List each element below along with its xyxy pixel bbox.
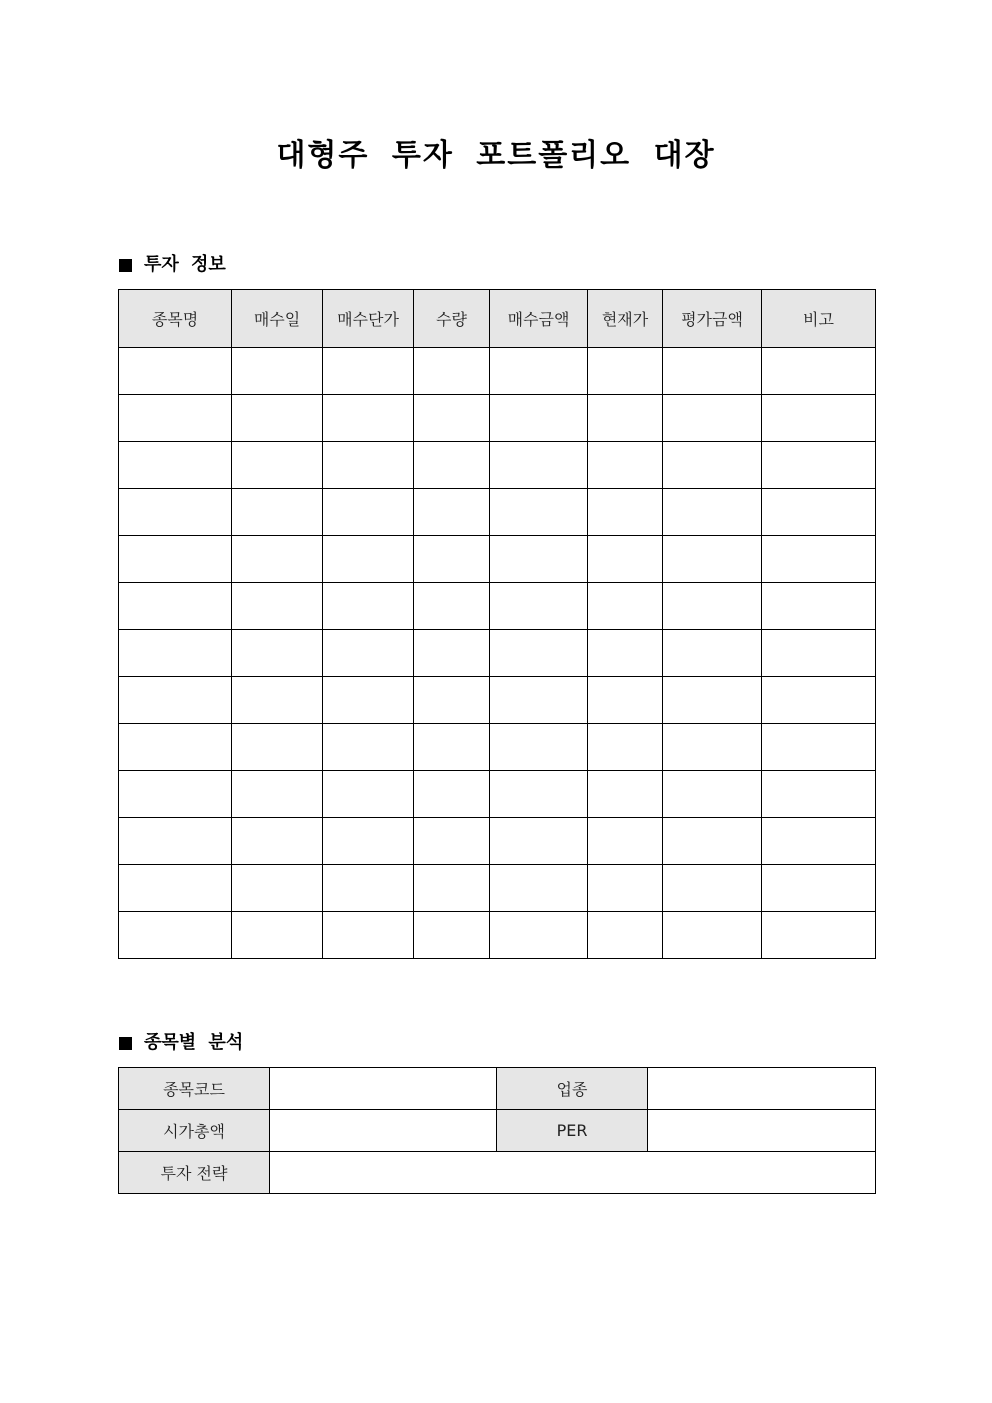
table-row <box>119 442 876 489</box>
cell-remarks[interactable] <box>762 348 876 395</box>
cell-purchase-price[interactable] <box>323 583 414 630</box>
cell-remarks[interactable] <box>762 865 876 912</box>
stock-analysis-table <box>118 1067 876 1194</box>
cell-purchase-price[interactable] <box>323 912 414 959</box>
industry-field[interactable] <box>648 1068 876 1110</box>
cell-remarks[interactable] <box>762 583 876 630</box>
table-row <box>119 771 876 818</box>
cell-quantity[interactable] <box>414 348 490 395</box>
column-header-stock-name: 종목명 <box>119 290 232 348</box>
table-row <box>119 677 876 724</box>
cell-purchase-amount[interactable] <box>490 630 588 677</box>
cell-purchase-date[interactable] <box>232 630 323 677</box>
cell-current-price[interactable] <box>588 865 663 912</box>
investment-info-table <box>118 289 876 959</box>
section-heading-label: 종목별 분석 <box>144 1032 244 1053</box>
cell-quantity[interactable] <box>414 395 490 442</box>
section-heading-investment-info <box>119 253 226 277</box>
cell-remarks[interactable] <box>762 395 876 442</box>
document-title: 대형주 투자 포트폴리오 대장 <box>276 138 716 173</box>
table-row <box>119 583 876 630</box>
cell-purchase-date[interactable] <box>232 395 323 442</box>
cell-purchase-amount[interactable] <box>490 865 588 912</box>
cell-stock-name[interactable] <box>119 348 232 395</box>
stock-code-label: 종목코드 <box>119 1068 270 1110</box>
header-row <box>119 290 876 348</box>
cell-purchase-amount[interactable] <box>490 395 588 442</box>
cell-purchase-price[interactable] <box>323 348 414 395</box>
cell-quantity[interactable] <box>414 583 490 630</box>
cell-current-price[interactable] <box>588 818 663 865</box>
cell-current-price[interactable] <box>588 442 663 489</box>
cell-valuation-amount[interactable] <box>663 677 762 724</box>
cell-purchase-price[interactable] <box>323 677 414 724</box>
analysis-row <box>119 1110 876 1152</box>
cell-remarks[interactable] <box>762 630 876 677</box>
table-row <box>119 395 876 442</box>
cell-current-price[interactable] <box>588 630 663 677</box>
table-row <box>119 536 876 583</box>
analysis-row <box>119 1152 876 1194</box>
cell-stock-name[interactable] <box>119 677 232 724</box>
column-header-remarks: 비고 <box>762 290 876 348</box>
cell-stock-name[interactable] <box>119 724 232 771</box>
cell-valuation-amount[interactable] <box>663 912 762 959</box>
cell-quantity[interactable] <box>414 771 490 818</box>
section-heading-label: 투자 정보 <box>144 254 226 275</box>
cell-purchase-date[interactable] <box>232 348 323 395</box>
column-header-purchase-date: 매수일 <box>232 290 323 348</box>
cell-purchase-price[interactable] <box>323 442 414 489</box>
cell-purchase-date[interactable] <box>232 912 323 959</box>
cell-purchase-date[interactable] <box>232 677 323 724</box>
cell-valuation-amount[interactable] <box>663 583 762 630</box>
cell-current-price[interactable] <box>588 536 663 583</box>
stock-code-field[interactable] <box>270 1068 497 1110</box>
cell-quantity[interactable] <box>414 442 490 489</box>
cell-remarks[interactable] <box>762 818 876 865</box>
analysis-row <box>119 1068 876 1110</box>
black-square-icon <box>119 259 132 272</box>
table-row <box>119 724 876 771</box>
table-row <box>119 818 876 865</box>
cell-quantity[interactable] <box>414 489 490 536</box>
cell-purchase-amount[interactable] <box>490 677 588 724</box>
cell-stock-name[interactable] <box>119 489 232 536</box>
cell-quantity[interactable] <box>414 630 490 677</box>
cell-remarks[interactable] <box>762 724 876 771</box>
cell-stock-name[interactable] <box>119 536 232 583</box>
column-header-current-price: 현재가 <box>588 290 663 348</box>
cell-purchase-price[interactable] <box>323 395 414 442</box>
cell-remarks[interactable] <box>762 677 876 724</box>
cell-valuation-amount[interactable] <box>663 771 762 818</box>
table-row <box>119 489 876 536</box>
cell-purchase-amount[interactable] <box>490 489 588 536</box>
cell-current-price[interactable] <box>588 348 663 395</box>
cell-current-price[interactable] <box>588 583 663 630</box>
cell-purchase-price[interactable] <box>323 865 414 912</box>
column-header-valuation-amount: 평가금액 <box>663 290 762 348</box>
cell-current-price[interactable] <box>588 677 663 724</box>
cell-purchase-amount[interactable] <box>490 348 588 395</box>
column-header-quantity: 수량 <box>414 290 490 348</box>
black-square-icon <box>119 1037 132 1050</box>
cell-stock-name[interactable] <box>119 395 232 442</box>
cell-stock-name[interactable] <box>119 442 232 489</box>
column-header-purchase-amount: 매수금액 <box>490 290 588 348</box>
cell-current-price[interactable] <box>588 489 663 536</box>
cell-purchase-date[interactable] <box>232 583 323 630</box>
cell-purchase-amount[interactable] <box>490 583 588 630</box>
cell-purchase-amount[interactable] <box>490 818 588 865</box>
cell-stock-name[interactable] <box>119 818 232 865</box>
cell-stock-name[interactable] <box>119 630 232 677</box>
cell-current-price[interactable] <box>588 912 663 959</box>
table-row <box>119 348 876 395</box>
cell-purchase-price[interactable] <box>323 818 414 865</box>
cell-valuation-amount[interactable] <box>663 865 762 912</box>
cell-stock-name[interactable] <box>119 865 232 912</box>
cell-purchase-date[interactable] <box>232 536 323 583</box>
per-label: PER <box>497 1110 648 1152</box>
investment-strategy-label: 투자 전략 <box>119 1152 270 1194</box>
market-cap-field[interactable] <box>270 1110 497 1152</box>
cell-remarks[interactable] <box>762 771 876 818</box>
cell-valuation-amount[interactable] <box>663 818 762 865</box>
per-field[interactable] <box>648 1110 876 1152</box>
cell-stock-name[interactable] <box>119 912 232 959</box>
cell-quantity[interactable] <box>414 818 490 865</box>
cell-purchase-date[interactable] <box>232 771 323 818</box>
cell-current-price[interactable] <box>588 395 663 442</box>
cell-quantity[interactable] <box>414 677 490 724</box>
cell-purchase-amount[interactable] <box>490 536 588 583</box>
industry-label: 업종 <box>497 1068 648 1110</box>
cell-valuation-amount[interactable] <box>663 724 762 771</box>
cell-purchase-date[interactable] <box>232 865 323 912</box>
cell-purchase-date[interactable] <box>232 724 323 771</box>
cell-quantity[interactable] <box>414 865 490 912</box>
cell-quantity[interactable] <box>414 536 490 583</box>
investment-strategy-field[interactable] <box>270 1152 876 1194</box>
cell-remarks[interactable] <box>762 442 876 489</box>
cell-remarks[interactable] <box>762 489 876 536</box>
cell-quantity[interactable] <box>414 912 490 959</box>
cell-stock-name[interactable] <box>119 771 232 818</box>
table-row <box>119 912 876 959</box>
cell-valuation-amount[interactable] <box>663 536 762 583</box>
cell-purchase-price[interactable] <box>323 771 414 818</box>
cell-remarks[interactable] <box>762 912 876 959</box>
cell-remarks[interactable] <box>762 536 876 583</box>
cell-valuation-amount[interactable] <box>663 395 762 442</box>
cell-valuation-amount[interactable] <box>663 348 762 395</box>
cell-purchase-price[interactable] <box>323 724 414 771</box>
cell-current-price[interactable] <box>588 771 663 818</box>
section-heading-stock-analysis <box>119 1031 243 1055</box>
table-row <box>119 630 876 677</box>
cell-purchase-amount[interactable] <box>490 771 588 818</box>
cell-purchase-amount[interactable] <box>490 724 588 771</box>
cell-purchase-date[interactable] <box>232 489 323 536</box>
cell-purchase-amount[interactable] <box>490 442 588 489</box>
cell-purchase-price[interactable] <box>323 536 414 583</box>
cell-valuation-amount[interactable] <box>663 442 762 489</box>
cell-purchase-price[interactable] <box>323 489 414 536</box>
cell-stock-name[interactable] <box>119 583 232 630</box>
cell-valuation-amount[interactable] <box>663 489 762 536</box>
cell-valuation-amount[interactable] <box>663 630 762 677</box>
table-row <box>119 865 876 912</box>
cell-purchase-date[interactable] <box>232 442 323 489</box>
cell-purchase-date[interactable] <box>232 818 323 865</box>
market-cap-label: 시가총액 <box>119 1110 270 1152</box>
cell-purchase-amount[interactable] <box>490 912 588 959</box>
cell-current-price[interactable] <box>588 724 663 771</box>
column-header-purchase-price: 매수단가 <box>323 290 414 348</box>
cell-quantity[interactable] <box>414 724 490 771</box>
investment-info-body <box>119 348 876 959</box>
cell-purchase-price[interactable] <box>323 630 414 677</box>
